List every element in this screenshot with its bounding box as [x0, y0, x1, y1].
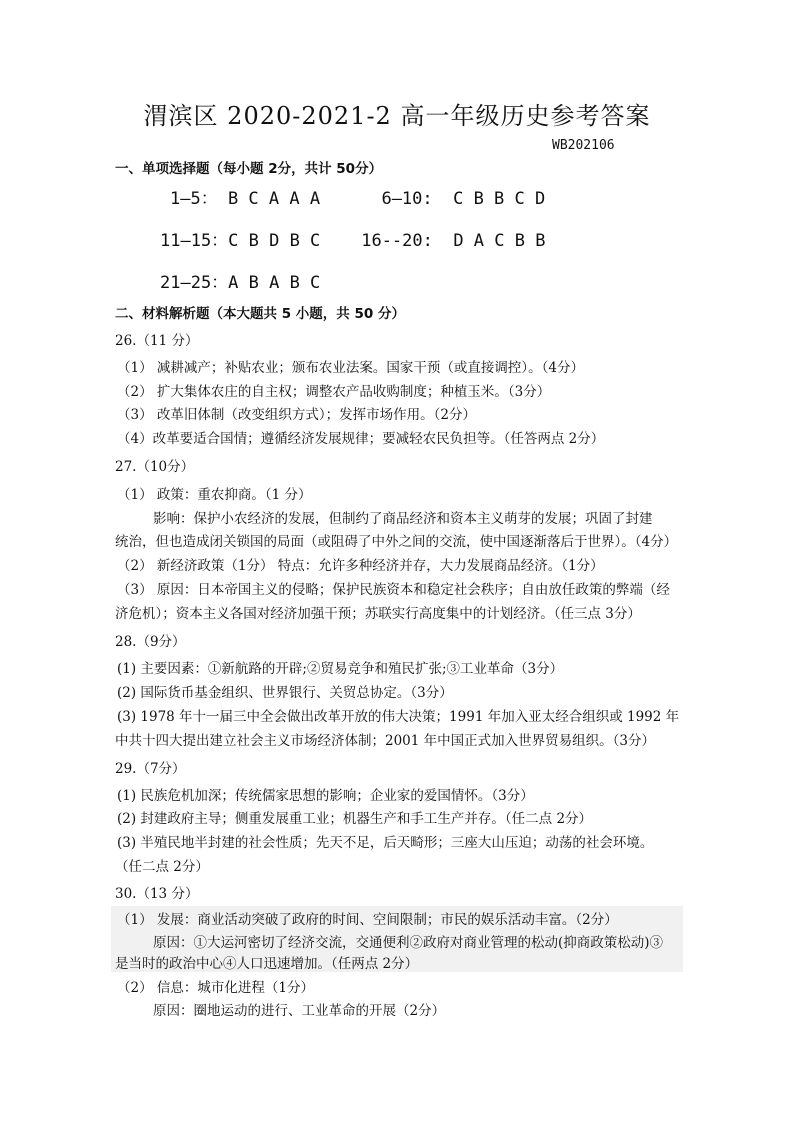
q26-answer-4: （4）改革要适合国情；遵循经济发展规律；要减轻农民负担等。（任答两点 2分）	[117, 431, 605, 447]
q26-answer-1: （1） 减耕减产；补贴农业；颁布农业法案。国家干预（或直接调控）。（4分）	[117, 360, 584, 376]
section-2-heading: 二、材料解析题（本大题共 5 小题，共 50 分）	[115, 306, 405, 322]
answer-row-1-10: 1—5： B C A A A 6—10: C B B C D	[170, 189, 546, 209]
q30-heading: 30.（13 分）	[115, 886, 199, 902]
q30-answer-1-reason: 原因：①大运河密切了经济交流，交通便利②政府对商业管理的松动(抑商政策松动)③	[153, 935, 664, 951]
q30-answer-1: （1） 发展：商业活动突破了政府的时间、空间限制；市民的娱乐活动丰富。（2分）	[117, 912, 618, 928]
q28-answer-3: (3) 1978 年十一届三中全会做出改革开放的伟大决策；1991 年加入亚太经合组织或 1992 年	[117, 709, 680, 725]
q27-heading: 27.（10分）	[115, 459, 195, 475]
q27-answer-1-impact: 影响：保护小农经济的发展，但制约了商品经济和资本主义萌芽的发展；巩固了封建	[153, 511, 653, 527]
q29-answer-2: (2) 封建政府主导；侧重发展重工业；机器生产和手工生产并存。（任二点 2分）	[117, 811, 593, 827]
q26-heading: 26.（11 分）	[115, 333, 199, 349]
q27-answer-1: （1） 政策：重农抑商。（1 分）	[117, 487, 312, 503]
q30-answer-2: （2） 信息：城市化进程（1分）	[117, 980, 314, 996]
section-1-heading: 一、单项选择题（每小题 2分，共计 50分）	[115, 161, 383, 177]
q29-heading: 29.（7分）	[115, 761, 186, 777]
q30-answer-1-reason-cont: 是当时的政治中心④人口迅速增加。（任两点 2分）	[115, 956, 419, 972]
page-title: 渭滨区 2020-2021-2 高一年级历史参考答案	[143, 102, 651, 130]
document-code: WB202106	[552, 138, 615, 153]
q28-answer-2: (2) 国际货币基金组织、世界银行、关贸总协定。（3分）	[117, 685, 453, 701]
q29-answer-3: (3) 半殖民地半封建的社会性质；先天不足，后天畸形；三座大山压迫；动荡的社会环境。	[117, 835, 654, 851]
q27-answer-3: （3） 原因：日本帝国主义的侵略；保护民族资本和稳定社会秩序；自由放任政策的弊端（经	[117, 582, 670, 598]
q26-answer-2: （2） 扩大集体农庄的自主权；调整农产品收购制度；种植玉米。（3分）	[117, 384, 551, 400]
answer-row-21-25: 21—25：A B A B C	[160, 273, 321, 293]
q28-answer-3-cont: 中共十四大提出建立社会主义市场经济体制；2001 年中国正式加入世界贸易组织。（3分）	[115, 733, 655, 749]
q29-answer-3-cont: （任二点 2分）	[115, 859, 209, 875]
q28-heading: 28.（9分）	[115, 634, 186, 650]
q27-answer-3-cont: 济危机）；资本主义各国对经济加强干预；苏联实行高度集中的计划经济。（任三点 3分）	[115, 606, 641, 622]
q27-answer-1-impact-cont: 统治，但也造成闭关锁国的局面（或阻碍了中外之间的交流，使中国逐渐落后于世界）。（4分）	[115, 534, 678, 550]
q28-answer-1: (1) 主要因素：①新航路的开辟;②贸易竞争和殖民扩张;③工业革命（3分）	[117, 661, 564, 677]
q26-answer-3: （3） 改革旧体制（改变组织方式）；发挥市场作用。（2分）	[117, 407, 476, 423]
q29-answer-1: (1) 民族危机加深；传统儒家思想的影响；企业家的爱国情怀。（3分）	[117, 788, 534, 804]
q27-answer-2: （2） 新经济政策（1分） 特点：允许多种经济并存，大力发展商品经济。（1分）	[117, 558, 604, 574]
q30-answer-2-reason: 原因：圈地运动的进行、工业革命的开展（2分）	[153, 1003, 446, 1019]
answer-row-11-20: 11—15：C B D B C 16--20: D A C B B	[160, 231, 546, 251]
